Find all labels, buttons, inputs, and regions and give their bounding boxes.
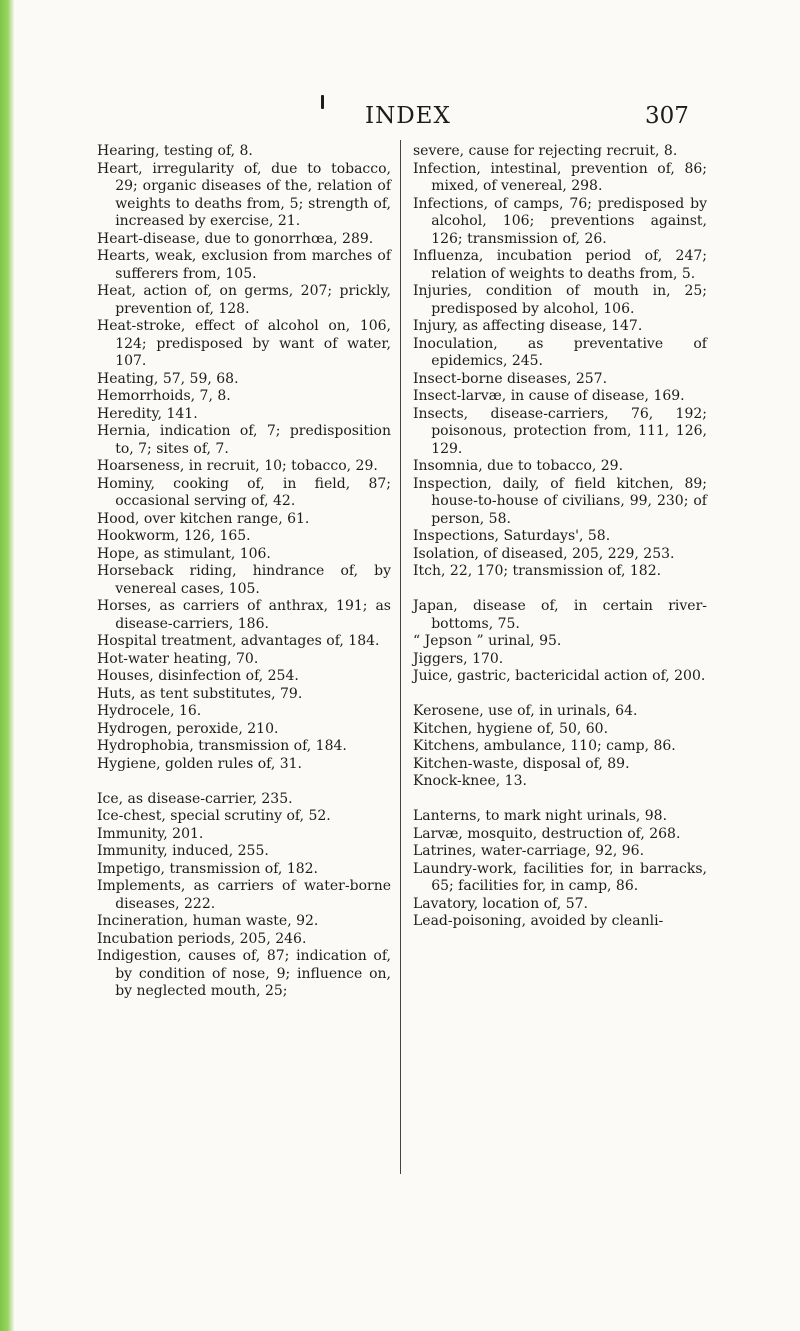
- index-entry: Infection, intestinal, prevention of, 86; mixed, of venereal, 298.: [413, 160, 707, 194]
- index-entry: Insect-larvæ, in cause of disease, 169.: [413, 388, 685, 404]
- index-entry: Horseback riding, hindrance of, by venereal cases, 105.: [97, 563, 391, 597]
- index-entry: Implements, as carriers of water-borne diseases, 222.: [97, 878, 391, 912]
- index-entry: Hemorrhoids, 7, 8.: [97, 388, 231, 404]
- index-entry: Ice-chest, special scrutiny of, 52.: [97, 808, 331, 824]
- index-entry: Laundry-work, facilities for, in barracks, 65; facilities for, in camp, 86.: [413, 860, 707, 894]
- index-entry: Latrines, water-carriage, 92, 96.: [413, 843, 645, 859]
- index-entry: Houses, disinfection of, 254.: [97, 668, 299, 684]
- index-entry: Hominy, cooking of, in field, 87; occasional serving of, 42.: [97, 475, 391, 509]
- index-entry: Heat, action of, on germs, 207; prickly, prevention of, 128.: [97, 283, 391, 317]
- index-entry: Incubation periods, 205, 246.: [97, 930, 307, 947]
- index-entry: Hookworm, 126, 165.: [97, 528, 251, 544]
- index-entry: Incineration, human waste, 92.: [97, 913, 319, 929]
- index-entry: Juice, gastric, bactericidal action of, 200.: [413, 668, 706, 684]
- index-entry: Inspection, daily, of field kitchen, 89; house-to-house of civilians, 99, 230; of person, 58.: [413, 475, 707, 527]
- index-block-k: [413, 703, 707, 791]
- index-entry: Heart-disease, due to gonorrhœa, 289.: [97, 230, 374, 247]
- index-entry: Huts, as tent substitutes, 79.: [97, 685, 303, 702]
- index-entry: Injuries, condition of mouth in, 25; predisposed by alcohol, 106.: [413, 283, 707, 317]
- index-entry: Kitchen-waste, disposal of, 89.: [413, 755, 630, 772]
- index-entry: Lanterns, to mark night urinals, 98.: [413, 808, 668, 824]
- index-entry: Knock-knee, 13.: [413, 773, 527, 789]
- index-entry: Indigestion, causes of, 87; indication of, by condition of nose, 9; influence on, by neglected mouth, 25;: [97, 948, 391, 999]
- index-entry-continuation: severe, cause for rejecting recruit, 8.: [413, 143, 678, 159]
- index-block-i-continued: [413, 143, 707, 581]
- index-column-right: [413, 143, 707, 931]
- page-edge-strip: [0, 0, 14, 1331]
- index-block-h: [97, 143, 391, 773]
- index-entry: Larvæ, mosquito, destruction of, 268.: [413, 825, 681, 842]
- index-entry: Insects, disease-carriers, 76, 192; poisonous, protection from, 111, 126, 129.: [413, 405, 707, 457]
- index-entry: Insomnia, due to tobacco, 29.: [413, 458, 624, 474]
- index-entry: Itch, 22, 170; transmission of, 182.: [413, 563, 662, 579]
- index-entry: Ice, as disease-carrier, 235.: [97, 790, 293, 807]
- index-entry: Immunity, 201.: [97, 825, 204, 842]
- index-entry: Hydrocele, 16.: [97, 703, 202, 719]
- index-entry: Kitchen, hygiene of, 50, 60.: [413, 720, 609, 737]
- index-column-left: [97, 143, 391, 1001]
- index-entry: Inoculation, as preventative of epidemics, 245.: [413, 335, 707, 369]
- index-entry: Lavatory, location of, 57.: [413, 895, 588, 912]
- index-entry: Heat-stroke, effect of alcohol on, 106, 124; predisposed by want of water, 107.: [97, 318, 391, 369]
- index-entry: Inspections, Saturdays', 58.: [413, 528, 611, 544]
- index-entry: Hood, over kitchen range, 61.: [97, 510, 310, 527]
- index-entry: Immunity, induced, 255.: [97, 843, 269, 859]
- index-entry: Hoarseness, in recruit, 10; tobacco, 29.: [97, 458, 378, 474]
- letter-gap: [413, 686, 707, 704]
- column-divider: [400, 140, 401, 1174]
- index-entry: Insect-borne diseases, 257.: [413, 370, 608, 387]
- index-entry: Hydrophobia, transmission of, 184.: [97, 738, 347, 754]
- index-entry: Lead-poisoning, avoided by cleanli-: [413, 913, 664, 929]
- page-number: 307: [645, 103, 689, 129]
- index-entry: Heating, 57, 59, 68.: [97, 370, 239, 387]
- index-entry: Hope, as stimulant, 106.: [97, 545, 271, 562]
- index-entry: Injury, as affecting disease, 147.: [413, 318, 643, 334]
- index-entry: Horses, as carriers of anthrax, 191; as disease-carriers, 186.: [97, 598, 391, 632]
- index-entry: Hydrogen, peroxide, 210.: [97, 720, 279, 737]
- index-entry: Hot-water heating, 70.: [97, 650, 259, 667]
- letter-gap: [97, 773, 391, 791]
- index-entry: Influenza, incubation period of, 247; relation of weights to deaths from, 5.: [413, 248, 707, 282]
- letter-gap: [413, 581, 707, 599]
- index-block-l: [413, 808, 707, 931]
- index-entry: Hearts, weak, exclusion from marches of sufferers from, 105.: [97, 248, 391, 282]
- index-entry: Hospital treatment, advantages of, 184.: [97, 633, 380, 649]
- index-entry: Impetigo, transmission of, 182.: [97, 860, 318, 877]
- index-entry: Hernia, indication of, 7; predisposition to, 7; sites of, 7.: [97, 423, 391, 457]
- index-entry: Heredity, 141.: [97, 405, 198, 422]
- index-block-j: [413, 598, 707, 686]
- index-entry: Jiggers, 170.: [413, 650, 504, 667]
- running-head: INDEX: [365, 103, 451, 129]
- index-entry: Hearing, testing of, 8.: [97, 143, 253, 159]
- index-entry: Kitchens, ambulance, 110; camp, 86.: [413, 738, 676, 754]
- index-block-i: [97, 791, 391, 1001]
- page-header: [0, 77, 800, 127]
- letter-gap: [413, 791, 707, 809]
- stray-ink-mark: [321, 95, 324, 109]
- index-entry: Japan, disease of, in certain river-bottoms, 75.: [413, 598, 707, 632]
- index-entry: Kerosene, use of, in urinals, 64.: [413, 703, 638, 719]
- index-entry: Isolation, of diseased, 205, 229, 253.: [413, 545, 675, 562]
- index-entry: Hygiene, golden rules of, 31.: [97, 755, 303, 772]
- index-entry: Infections, of camps, 76; predisposed by alcohol, 106; preventions against, 126; transmission of, 26.: [413, 195, 707, 247]
- index-entry: “ Jepson ” urinal, 95.: [413, 633, 562, 649]
- index-entry: Heart, irregularity of, due to tobacco, 29; organic diseases of the, relation of weights to deaths from, 5; strength of, increased by exercise, 21.: [97, 160, 391, 229]
